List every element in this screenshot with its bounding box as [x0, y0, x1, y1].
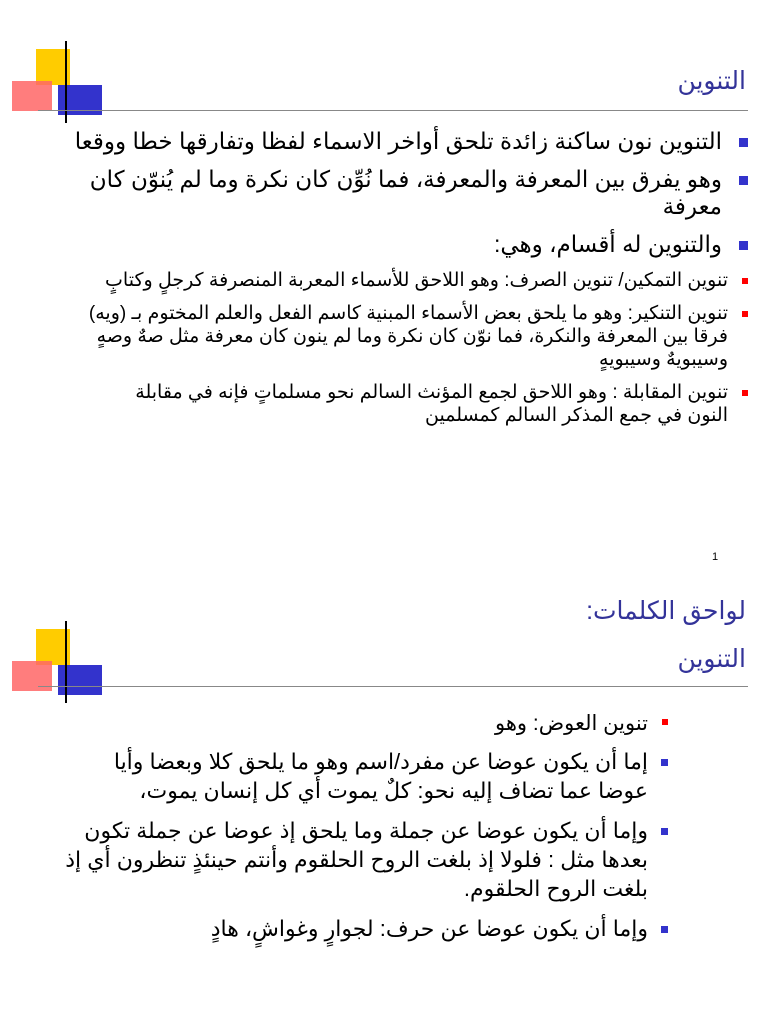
list-item: وهو يفرق بين المعرفة والمعرفة، فما نُوِّن كان نكرة وما لم يُنوّن كان معرفة — [48, 166, 748, 220]
square-bullet-icon — [739, 241, 748, 250]
square-bullet-icon — [742, 311, 748, 317]
list-item: وإما أن يكون عوضا عن حرف: لجوارٍ وغواشٍ، هادٍ — [63, 914, 668, 943]
page-number: 1 — [712, 551, 719, 563]
slide-title: لواحق الكلمات: — [586, 597, 746, 625]
logo-red-square — [12, 81, 52, 111]
title-rule — [38, 110, 748, 111]
sub-list-item: تنوين التنكير: وهو ما يلحق بعض الأسماء المبنية كاسم الفعل والعلم المختوم بـ (ويه) فرقا بين المعرفة والنكرة، فما نوّن كان نكرة وما لم ينون كان معرفة مثل صهٌ وصهٍ وسيبويهٌ وسيبويهٍ — [78, 302, 748, 371]
sub-list-item: تنوين التمكين/ تنوين الصرف: وهو اللاحق للأسماء المعربة المنصرفة كرجلٍ وكتابٍ — [48, 269, 748, 292]
slide-title: التنوين — [677, 67, 746, 95]
square-bullet-icon — [739, 138, 748, 147]
square-bullet-icon — [662, 719, 668, 725]
list-item: التنوين نون ساكنة زائدة تلحق أواخر الاسماء لفظا وتفارقها خطا ووقعا — [48, 128, 748, 155]
sub-list-item: تنوين المقابلة : وهو اللاحق لجمع المؤنث السالم نحو مسلماتٍ فإنه في مقابلة النون في جمع المذكر السالم كمسلمين — [98, 381, 748, 427]
slide-2 — [0, 580, 768, 1024]
square-bullet-icon — [742, 278, 748, 284]
list-item: والتنوين له أقسام، وهي: — [48, 231, 748, 258]
list-item: إما أن يكون عوضا عن مفرد/اسم وهو ما يلحق كلا وبعضا وأيا عوضا عما تضاف إليه نحو: كلٌ يموت أي كل إنسان يموت، — [63, 747, 668, 805]
square-bullet-icon — [661, 828, 668, 835]
title-rule — [38, 686, 748, 687]
bullet-list — [63, 710, 668, 954]
list-item: وإما أن يكون عوضا عن جملة وما يلحق إذ عوضا عن جملة تكون بعدها مثل : فلولا إذ بلغت الروح الحلقوم وأنتم حينئذٍ تنظرون أي إذ بلغت الروح الحلقوم. — [63, 816, 668, 903]
sub-list-item: تنوين العوض: وهو — [63, 710, 668, 737]
square-bullet-icon — [661, 926, 668, 933]
slide-subtitle: التنوين — [677, 645, 746, 673]
square-bullet-icon — [742, 390, 748, 396]
slide-logo — [10, 45, 110, 125]
square-bullet-icon — [661, 759, 668, 766]
bullet-list — [48, 128, 748, 437]
square-bullet-icon — [739, 176, 748, 185]
slide-logo — [10, 625, 110, 705]
logo-vertical-line — [65, 621, 67, 703]
